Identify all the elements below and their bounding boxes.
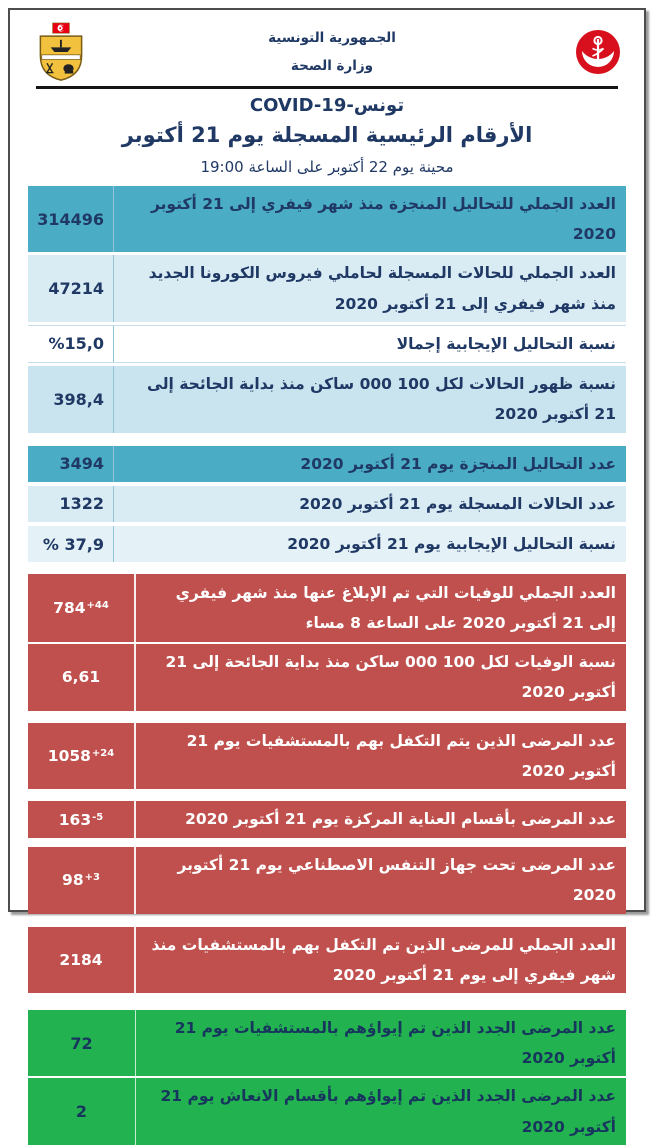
ministry-of-health-logo-icon bbox=[574, 28, 622, 76]
stat-label: نسبة ظهور الحالات لكل 100 000 ساكن منذ بداية الجائحة إلى 21 أكتوبر 2020 bbox=[147, 375, 616, 424]
stat-value: 398,4 bbox=[28, 366, 114, 432]
page-title: الأرقام الرئيسية المسجلة يوم 21 أكتوبر bbox=[121, 123, 533, 147]
delta-badge: +44 bbox=[86, 600, 109, 612]
deaths-section bbox=[28, 574, 626, 710]
bulletin-page bbox=[8, 8, 646, 1136]
covid-title: COVID-19-تونس bbox=[249, 95, 405, 116]
stat-row-daily-positivity bbox=[28, 526, 626, 562]
republic-title: الجمهورية التونسية bbox=[268, 29, 396, 46]
stat-row-death-rate bbox=[28, 642, 626, 710]
stat-label: نسبة الوفيات لكل 100 000 ساكن منذ بداية الجائحة إلى 21 أكتوبر 2020 bbox=[165, 653, 616, 702]
stat-label: نسبة التحاليل الإيجابية إجمالا bbox=[396, 334, 616, 353]
stat-row-total-tests bbox=[28, 186, 626, 252]
stat-row-total-hospitalized bbox=[28, 927, 626, 993]
cumulative-stats-table bbox=[28, 186, 626, 433]
stat-label: عدد المرضى الجدد الذين تم إيواؤهم بأقسام الانعاش يوم 21 أكتوبر 2020 bbox=[160, 1087, 616, 1136]
stat-value: 3494 bbox=[28, 446, 114, 482]
stat-label: العدد الجملي للتحاليل المنجزة منذ شهر فيفري إلى 21 أكتوبر 2020 bbox=[150, 195, 616, 244]
stat-value: 784 $^{+44}$ bbox=[28, 574, 136, 642]
stat-row-daily-cases bbox=[28, 486, 626, 522]
update-timestamp: محينة يوم 22 أكتوبر على الساعة 19:00 bbox=[200, 158, 454, 176]
stat-value: % 37,9 bbox=[28, 526, 114, 562]
ministry-title: وزارة الصحة bbox=[290, 58, 374, 74]
page-header bbox=[26, 20, 628, 82]
stat-value: 314496 bbox=[28, 186, 114, 252]
delta-badge: +24 bbox=[91, 747, 115, 759]
stat-label: العدد الجملي للوفيات التي تم الإبلاغ عنها منذ شهر فيفري إلى 21 أكتوبر 2020 على الساعة 8 مساء bbox=[175, 583, 616, 633]
stat-label: عدد التحاليل المنجزة يوم 21 أكتوبر 2020 bbox=[300, 454, 616, 473]
ventilator-section bbox=[28, 847, 626, 913]
stat-label: نسبة التحاليل الإيجابية يوم 21 أكتوبر 2020 bbox=[287, 534, 616, 553]
stat-label: عدد المرضى بأقسام العناية المركزة يوم 21 أكتوبر 2020 bbox=[185, 810, 616, 829]
stat-label: العدد الجملي للحالات المسجلة لحاملي فيروس الكورونا الجديد منذ شهر فيفري إلى 21 أكتوبر 2020 bbox=[148, 264, 616, 313]
stat-row-ventilator bbox=[28, 847, 626, 913]
stat-row-new-hospital-admissions bbox=[28, 1010, 626, 1076]
daily-stats-table bbox=[28, 446, 626, 563]
ministry-header-text bbox=[90, 24, 574, 81]
stat-value: 163 $^{-5}$ bbox=[28, 801, 136, 838]
stat-row-total-deaths bbox=[28, 574, 626, 642]
stat-row-total-cases bbox=[28, 255, 626, 321]
stat-value: 1322 bbox=[28, 486, 114, 522]
stat-label: عدد المرضى تحت جهاز التنفس الاصطناعي يوم 21 أكتوبر 2020 bbox=[177, 856, 616, 905]
stat-value: 72 bbox=[28, 1010, 136, 1076]
stat-row-positivity-overall bbox=[28, 325, 626, 363]
stat-row-hospitalized bbox=[28, 723, 626, 789]
stat-value: 47214 bbox=[28, 255, 114, 321]
stat-row-incidence-rate bbox=[28, 366, 626, 432]
stat-value: 1058 $^{+24}$ bbox=[28, 723, 136, 789]
stat-row-daily-tests bbox=[28, 446, 626, 482]
new-admissions-table bbox=[28, 1010, 626, 1145]
stat-label: عدد المرضى الذين يتم التكفل بهم بالمستشفيات يوم 21 أكتوبر 2020 bbox=[186, 731, 616, 780]
stat-label: عدد المرضى الجدد الذين تم إيواؤهم بالمستشفيات يوم 21 أكتوبر 2020 bbox=[174, 1018, 616, 1068]
stat-row-icu bbox=[28, 801, 626, 838]
stat-label: عدد الحالات المسجلة يوم 21 أكتوبر 2020 bbox=[299, 494, 616, 513]
stat-value: %15,0 bbox=[28, 326, 114, 362]
icu-section bbox=[28, 801, 626, 838]
stat-value: 2184 bbox=[28, 927, 136, 993]
header-divider bbox=[36, 86, 618, 89]
stat-value: 2 bbox=[28, 1078, 136, 1144]
delta-badge: -5 bbox=[92, 811, 104, 823]
stat-label: العدد الجملي للمرضى الذين تم التكفل بهم بالمستشفيات منذ شهر فيفري إلى يوم 21 أكتوبر 2020 bbox=[151, 935, 616, 984]
stat-value: 98 $^{+3}$ bbox=[28, 847, 136, 913]
tunisia-coat-of-arms-icon bbox=[32, 22, 90, 82]
stat-value: 6,61 bbox=[28, 644, 136, 710]
stat-row-new-icu-admissions bbox=[28, 1076, 626, 1144]
hospitalized-section bbox=[28, 723, 626, 789]
total-hospitalized-section bbox=[28, 927, 626, 993]
delta-badge: +3 bbox=[84, 872, 100, 884]
